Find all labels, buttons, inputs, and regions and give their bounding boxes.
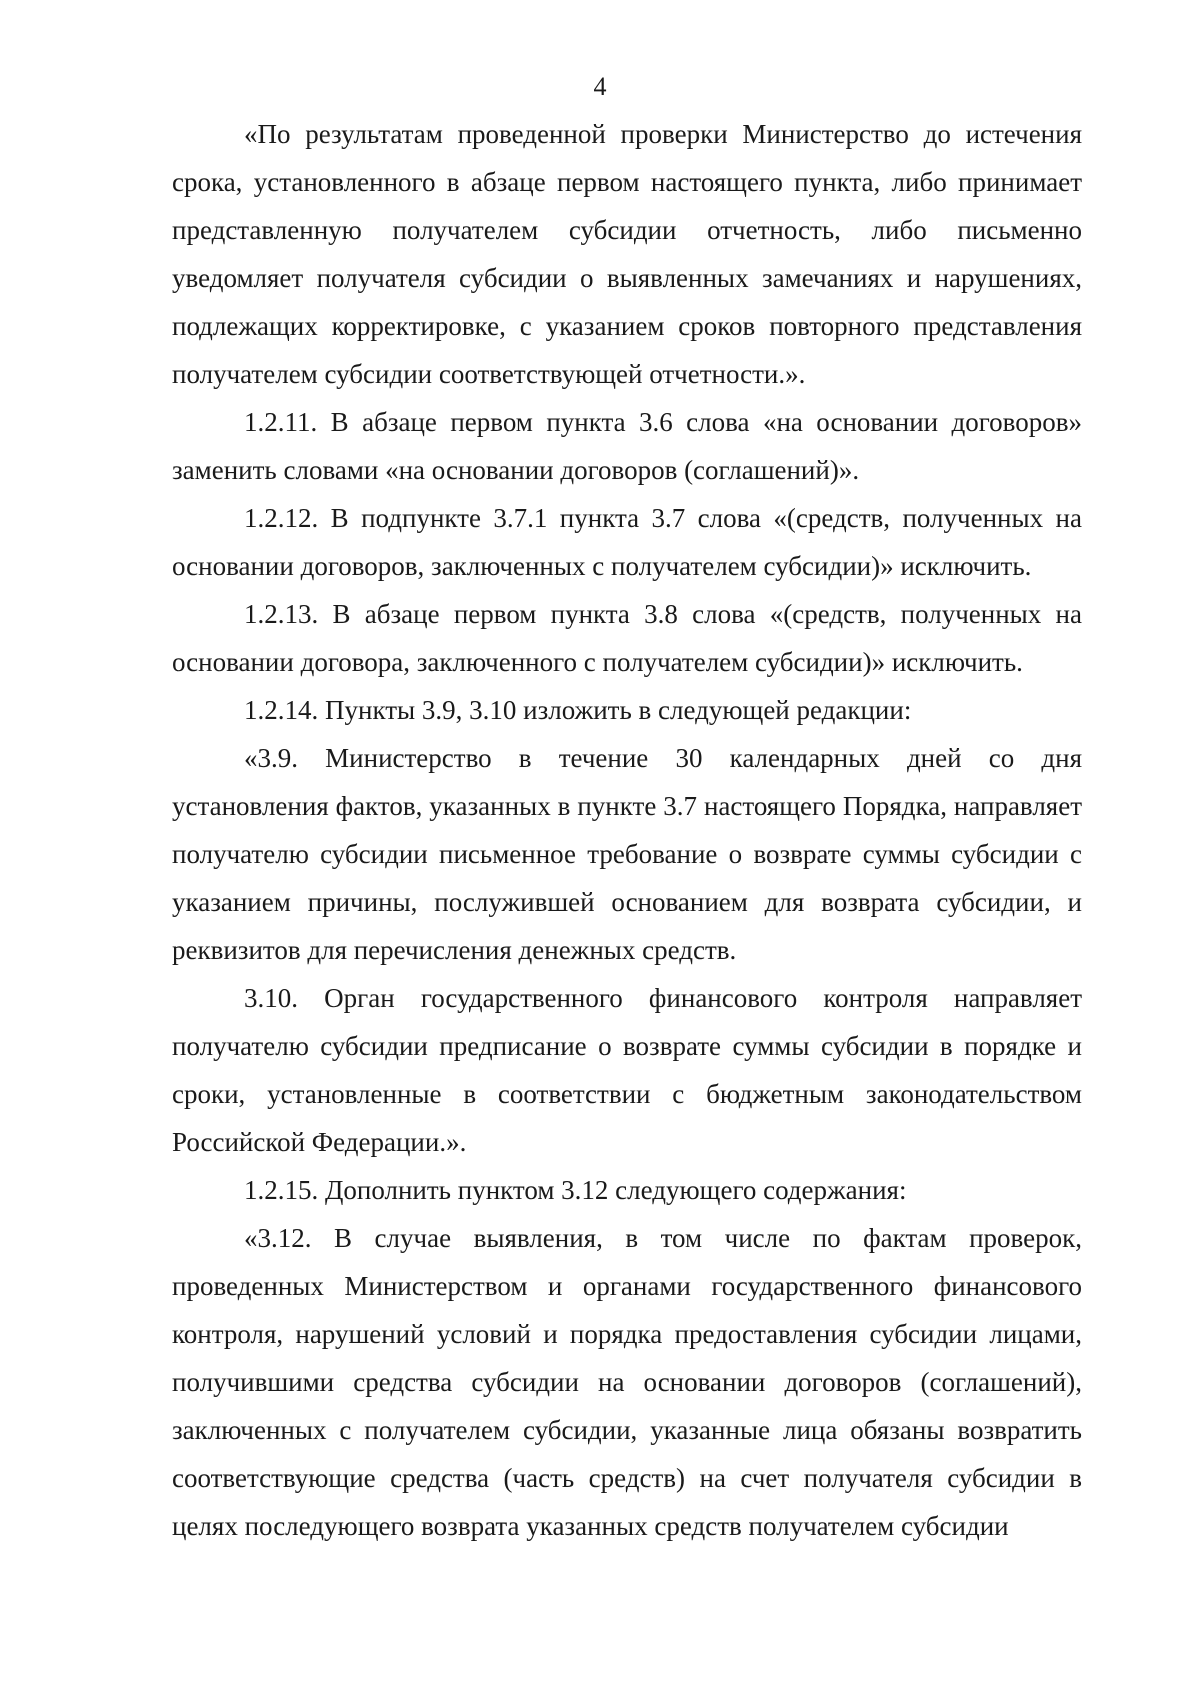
paragraph-3-12: «3.12. В случае выявления, в том числе по фактам проверок, проведенных Министерством и органами государственного финансового контроля, нарушений условий и порядка предоставления субсидии лицами, получившими средства субсидии на основании договоров (соглашений), заключенных с получателем субсидии, указанные лица обязаны возвратить соответствующие средства (часть средств) на счет получателя субсидии в целях последующего возврата указанных средств получателем субсидии [172, 1223, 1082, 1541]
paragraph-1-2-13: 1.2.13. В абзаце первом пункта 3.8 слова «(средств, полученных на основании договора, заключенного с получателем субсидии)» исключить. [172, 599, 1082, 677]
paragraph-reporting-check: «По результатам проведенной проверки Министерство до истечения срока, установленного в абзаце первом настоящего пункта, либо принимает представленную получателем субсидии отчетность, либо письменно уведомляет получателя субсидии о выявленных замечаниях и нарушениях, подлежащих корректировке, с указанием сроков повторного представления получателем субсидии соответствующей отчетности.». [172, 119, 1082, 389]
paragraph-1-2-12: 1.2.12. В подпункте 3.7.1 пункта 3.7 слова «(средств, полученных на основании договоров, заключенных с получателем субсидии)» исключить. [172, 503, 1082, 581]
paragraph-1-2-15: 1.2.15. Дополнить пунктом 3.12 следующего содержания: [244, 1175, 907, 1205]
document-body [172, 110, 1082, 1550]
paragraph-1-2-14: 1.2.14. Пункты 3.9, 3.10 изложить в следующей редакции: [244, 695, 912, 725]
paragraph-3-10: 3.10. Орган государственного финансового контроля направляет получателю субсидии предписание о возврате суммы субсидии в порядке и сроки, установленные в соответствии с бюджетным законодательством Российской Федерации.». [172, 983, 1082, 1157]
paragraph-3-9: «3.9. Министерство в течение 30 календарных дней со дня установления фактов, указанных в пункте 3.7 настоящего Порядка, направляет получателю субсидии письменное требование о возврате суммы субсидии с указанием причины, послужившей основанием для возврата субсидии, и реквизитов для перечисления денежных средств. [172, 743, 1082, 965]
page-number: 4 [593, 72, 607, 101]
paragraph-1-2-11: 1.2.11. В абзаце первом пункта 3.6 слова «на основании договоров» заменить словами «на основании договоров (соглашений)». [172, 407, 1082, 485]
